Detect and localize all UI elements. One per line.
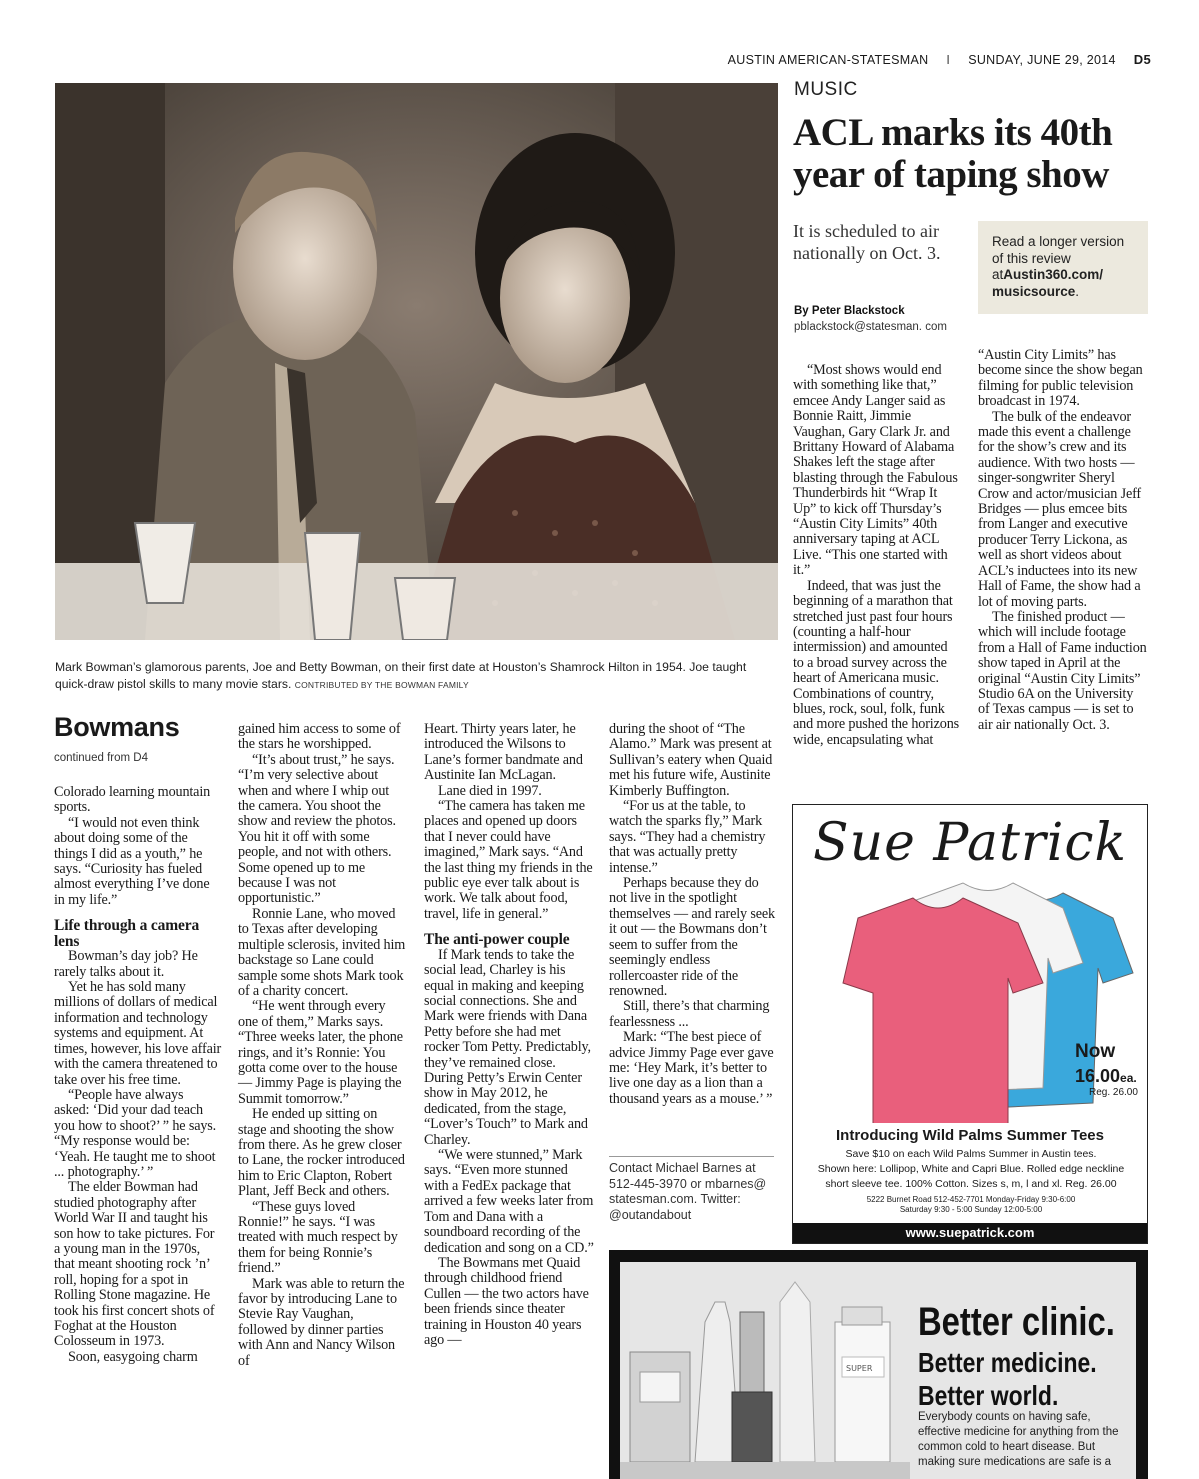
clinic-line-1: Better clinic.: [918, 1300, 1115, 1344]
paragraph: The bulk of the endeavor made this event a challenge for the show’s crew and its audience. With two hosts — singer-songwriter Sheryl Crow and actor/musician Jeff Bridges — plus emcee bits from Langer and executive producer Terry Lickona, as well as short videos about ACL’s inductees into its new Hall of Fame, the show had a lot of moving parts.: [978, 408, 1141, 610]
paper-name: AUSTIN AMERICAN-STATESMAN: [727, 52, 929, 67]
bottle-label: SUPER: [846, 1364, 873, 1373]
paragraph: “For us at the table, to watch the sparks fly,” Mark says. “They had a chemistry that was actually pretty intense.”: [609, 798, 766, 876]
paragraph: during the shoot of “The Alamo.” Mark was present at Sullivan’s eatery when Quaid met his future wife, Austinite Kimberly Buffington.: [609, 721, 773, 799]
paragraph: “I would not even think about doing some of the things I did as a youth,” he says. “Curiosity has fueled almost everything I’ve done in my life.”: [54, 814, 210, 908]
acl-column-2: [978, 348, 1148, 733]
clinic-ad[interactable]: [609, 1250, 1148, 1479]
paragraph: Lane died in 1997.: [438, 782, 542, 799]
store-address: [803, 1195, 1139, 1215]
clinic-line-3: Better world.: [918, 1380, 1059, 1411]
subhead: Life through a camera lens: [54, 917, 200, 950]
paragraph: gained him access to some of the stars he worshipped.: [238, 721, 401, 753]
section-kicker: MUSIC: [794, 79, 858, 100]
promo-text: Read a longer version of this review at: [992, 234, 1125, 282]
bowmans-column-1: [54, 785, 222, 1365]
paragraph: Still, there’s that charming fearlessness ...: [609, 998, 770, 1030]
paragraph: The Bowmans met Quaid through childhood friend Cullen — the two actors have been friends since theater training in Houston 40 years ago —: [424, 1254, 589, 1348]
paragraph: He ended up sitting on stage and shooting the show from there. As he grew closer to Lane, the rocker introduced him to Eric Clapton, Robert Plant, Jeff Beck and others.: [238, 1106, 405, 1200]
paragraph: “It’s about trust,” he says. “I’m very selective about when and where I whip out the camera. You shoot the show and review the photos. You hit it off with some people, and not with others. Some opened up to me because I was not opportunistic.”: [238, 751, 396, 907]
ad-line: Save $10 on each Wild Palms Summer in Austin tees.: [845, 1148, 1097, 1160]
paragraph: The elder Bowman had studied photography after World War II and taught his son how to take pictures. For a young man in the 1970s, that meant shooting rock ’n’ roll, hoping for a spot in Rolling Stone magazine. He took his first concert shots of Foghat at the Houston Colosseum in 1973.: [54, 1179, 215, 1350]
acl-column-1: [793, 363, 961, 748]
bowmans-column-3: [424, 722, 594, 1348]
author-name: By Peter Blackstock: [794, 305, 905, 317]
sale-price: [1075, 1066, 1137, 1087]
price-value: 16.00: [1075, 1066, 1121, 1086]
paragraph: Yet he has sold many millions of dollars of medical information and technology systems and equipment. At times, however, his love affair with the camera threatened to take over his free time.: [54, 979, 222, 1088]
paragraph: “The camera has taken me places and opened up doors that I never could have imagined,” Mark says. “And the last thing my friends in the public eye ever talk about is work. We talk about food, travel, life in general.”: [424, 798, 593, 922]
ad-description: [803, 1147, 1139, 1192]
ad-line: Shown here: Lollipop, White and Capri Blue. Rolled edge neckline: [817, 1163, 1125, 1175]
paragraph: “Austin City Limits” has become since the show began filming for public television broadcast in 1974.: [978, 347, 1143, 410]
author-email[interactable]: pblackstock@statesman. com: [794, 321, 947, 333]
paragraph: Mark: “The best piece of advice Jimmy Page ever gave me: ‘Hey Mark, it’s better to live one day as a lion than a thousand years as a mouse.’ ”: [609, 1029, 774, 1107]
masthead: [728, 52, 1151, 67]
hours-line: Saturday 9:30 - 5:00 Sunday 12:00-5:00: [899, 1205, 1043, 1214]
bowman-photo: [55, 83, 778, 640]
paragraph: Heart. Thirty years later, he introduced the Wilsons to Lane’s former bandmate and Austinite Ian McLagan.: [424, 721, 583, 784]
photo-caption: [55, 659, 778, 694]
ad-intro: Introducing Wild Palms Summer Tees: [836, 1127, 1104, 1144]
bowmans-column-4: [609, 722, 777, 1107]
caption-text: Mark Bowman’s glamorous parents, Joe and Betty Bowman, on their first date at Houston’s Shamrock Hilton in 1954. Joe taught quick-draw pistol skills to many movie stars.: [55, 660, 747, 691]
ad-url[interactable]: www.suepatrick.com: [793, 1223, 1147, 1243]
address-line: 5222 Burnet Road 512-452-7701 Monday-Friday 9:30-6:00: [866, 1195, 1076, 1204]
masthead-separator: I: [946, 52, 951, 67]
paragraph: Bowman’s day job? He rarely talks about it.: [54, 948, 198, 980]
continued-from: continued from D4: [54, 752, 148, 764]
paragraph: “People have always asked: ‘Did your dad teach you how to shoot?’ ” he says. “My response would be: ‘Yeah. He taught me to shoot ... photography.’ ”: [54, 1086, 217, 1180]
byline: [794, 303, 964, 335]
acl-headline: ACL marks its 40th year of taping show: [793, 111, 1113, 196]
price-suffix: ea.: [1120, 1071, 1137, 1085]
acl-deck: It is scheduled to air nationally on Oct. 3.: [793, 221, 941, 263]
bowmans-headline: Bowmans: [54, 712, 180, 742]
subhead: The anti-power couple: [424, 931, 570, 949]
paragraph: Indeed, that was just the beginning of a marathon that stretched just past four hours (counting a half-hour intermission) and amounted to a broad survey across the heart of Americana music. Combinations of country, blues, rock, soul, folk, funk and more pushed the horizons wide, encapsulating what: [793, 577, 960, 748]
medicine-bottles-icon: [620, 1262, 910, 1479]
paragraph: “These guys loved Ronnie!” he says. “I was treated with much respect by them for being Ronnie’s friend.”: [238, 1198, 398, 1277]
paragraph: Soon, easygoing charm: [68, 1348, 198, 1365]
promo-link[interactable]: Austin360.com/ musicsource: [992, 267, 1104, 299]
clinic-body-text: Everybody counts on having safe, effective medicine for anything from the common cold to heart disease. But making sure medications are safe is a: [918, 1411, 1119, 1468]
ad-line: short sleeve tee. 100% Cotton. Sizes s, m, l and xl. Reg. 26.00: [825, 1178, 1117, 1190]
clinic-line-2: Better medicine.: [918, 1347, 1097, 1378]
paragraph: The finished product — which will include footage from a Hall of Fame induction show taped in April at the original “Austin City Limits” Studio 6A on the University of Texas campus — is set to air air nationally Oct. 3.: [978, 608, 1147, 733]
ad-brand: Sue Patrick: [812, 813, 1128, 873]
paragraph: If Mark tends to take the social lead, Charley is his equal in making and keeping social connections. She and Mark were friends with Dana Petty before she had met rocker Tom Petty. Predictably, they’ve remained close. During Petty’s Erwin Center show in May 2012, he dedicated, from the stage, “Lover’s Touch” to Mark and Charley.: [424, 946, 591, 1148]
paragraph: Mark was able to return the favor by introducing Lane to Stevie Ray Vaughan, followed by dinner parties with Ann and Nancy Wilson of: [238, 1275, 405, 1369]
bowmans-column-2: [238, 722, 406, 1369]
paragraph: “Most shows would end with something like that,” emcee Andy Langer said as Bonnie Raitt, Jimmie Vaughan, Gary Clark Jr. and Brittany Howard of Alabama Shakes left the stage after blasting through the Fabulous Thunderbirds hit “Wrap It Up” to kick off Thursday’s “Austin City Limits” 40th anniversary taping at ACL Live. “This one started with it.”: [793, 362, 958, 579]
paragraph: Colorado learning mountain sports.: [54, 784, 211, 816]
promo-period: .: [1075, 283, 1080, 299]
sue-patrick-ad[interactable]: [792, 804, 1148, 1244]
paragraph: “We were stunned,” Mark says. “Even more stunned with a FedEx package that arrived a few weeks later from Tom and Dana with a soundboard recording of the dedication and song on a CD.”: [424, 1147, 594, 1256]
regular-price: Reg. 26.00: [1089, 1087, 1138, 1098]
sale-now: Now: [1075, 1041, 1116, 1062]
page-number: D5: [1133, 52, 1151, 67]
photo-illustration: [55, 83, 778, 640]
paragraph: “He went through every one of them,” Marks says. “Three weeks later, the phone rings, and it’s Ronnie: You gotta come over to the house — Jimmy Page is playing the Summit tomorrow.”: [238, 998, 403, 1107]
paragraph: Ronnie Lane, who moved to Texas after developing multiple sclerosis, invited him backstage so Lane could sample some shots Mark took of a charity concert.: [238, 905, 406, 999]
photo-credit: CONTRIBUTED BY THE BOWMAN FAMILY: [294, 680, 469, 690]
paragraph: Perhaps because they do not live in the spotlight themselves — and rarely seek it out — the Bowmans don’t seem to suffer from the seemingly endless rollercoaster ride of the renowned.: [609, 875, 775, 999]
clinic-ad-panel: [620, 1262, 1136, 1479]
issue-date: SUNDAY, JUNE 29, 2014: [968, 52, 1116, 67]
online-promo-box[interactable]: [978, 221, 1148, 314]
contact-info: Contact Michael Barnes at 512-445-3970 or mbarnes@ statesman.com. Twitter: @outandabout: [609, 1156, 774, 1223]
